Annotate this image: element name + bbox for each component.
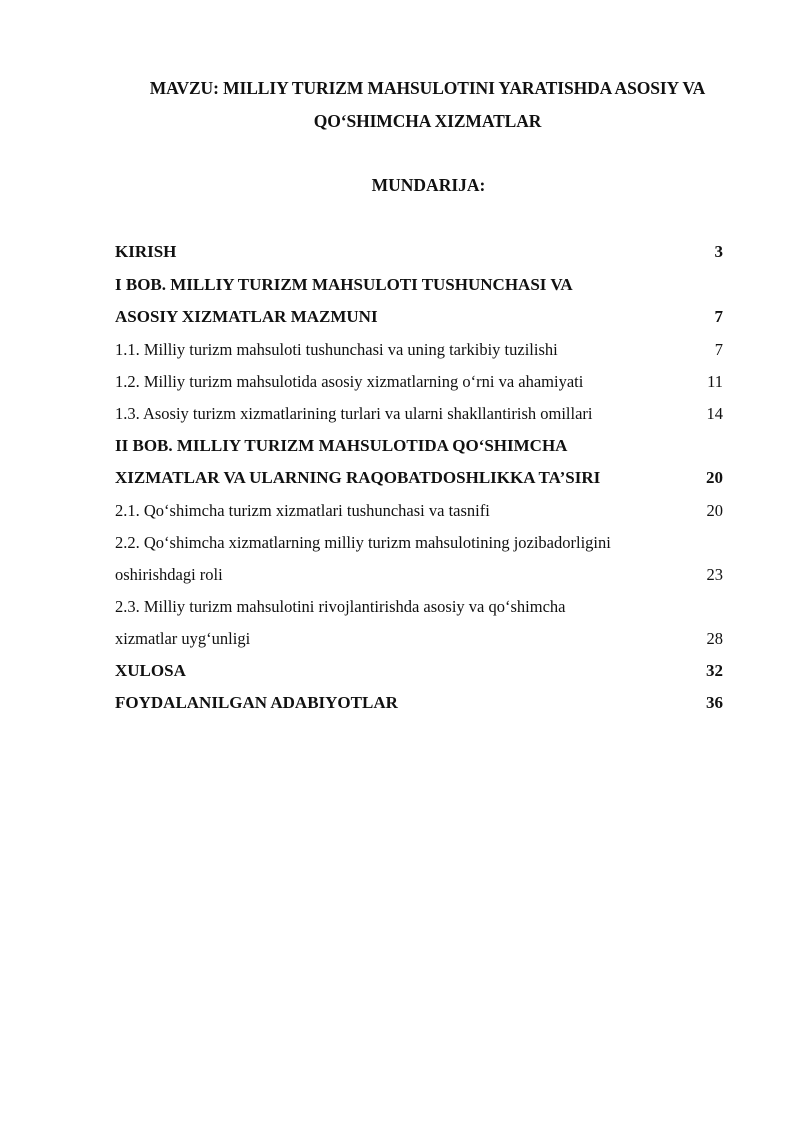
- toc-entry-title: XULOSA: [115, 660, 186, 680]
- document-title: MAVZU: MILLIY TURIZM MAHSULOTINI YARATISHDA ASOSIY VA QO‘SHIMCHA XIZMATLAR: [149, 78, 706, 131]
- toc-page-number: 7: [714, 307, 723, 326]
- toc-entry-section-2-3[interactable]: [115, 591, 723, 655]
- toc-entry-title-line-1: 2.3. Milliy turizm mahsulotini rivojlantirishda asosiy va qo‘shimcha: [115, 596, 566, 616]
- toc-entry-introduction[interactable]: [115, 236, 723, 269]
- toc-page-number: 11: [707, 371, 723, 391]
- toc-page-number: 3: [714, 242, 723, 261]
- toc-entry-title: KIRISH: [115, 242, 177, 261]
- contents-heading: MUNDARIJA:: [371, 175, 486, 195]
- toc-entry-title: 1.2. Milliy turizm mahsulotida asosiy xizmatlarning o‘rni va ahamiyati: [115, 371, 584, 391]
- toc-entry-section-1-3[interactable]: [115, 398, 723, 430]
- toc-page-number: 36: [706, 693, 723, 712]
- toc-entry-title-line-2: oshirishdagi roli: [115, 564, 223, 584]
- toc-entry-title-line-1: II BOB. MILLIY TURIZM MAHSULOTIDA QO‘SHIMCHA: [115, 435, 568, 455]
- toc-page-number: 32: [706, 660, 723, 680]
- toc-page-number: 7: [714, 339, 723, 359]
- toc-entry-chapter-1[interactable]: [115, 269, 723, 334]
- table-of-contents: [115, 236, 723, 720]
- toc-entry-title-line-2: ASOSIY XIZMATLAR MAZMUNI: [115, 307, 378, 326]
- toc-entry-section-2-2[interactable]: [115, 527, 723, 591]
- toc-entry-title: FOYDALANILGAN ADABIYOTLAR: [115, 693, 398, 712]
- toc-page-number: 20: [706, 500, 723, 520]
- toc-entry-section-1-2[interactable]: [115, 366, 723, 398]
- toc-page-number: 28: [706, 628, 723, 648]
- toc-entry-references[interactable]: [115, 687, 723, 720]
- toc-entry-title: 1.1. Milliy turizm mahsuloti tushunchasi va uning tarkibiy tuzilishi: [115, 339, 558, 359]
- toc-entry-title-line-2: XIZMATLAR VA ULARNING RAQOBATDOSHLIKKA TA’SIRI: [115, 468, 601, 487]
- toc-entry-section-1-1[interactable]: [115, 334, 723, 366]
- toc-entry-chapter-2[interactable]: [115, 430, 723, 495]
- toc-page-number: 20: [706, 468, 723, 487]
- toc-page-number: 23: [706, 564, 723, 584]
- toc-entry-title: 1.3. Asosiy turizm xizmatlarining turlari va ularni shakllantirish omillari: [115, 403, 593, 423]
- toc-entry-title-line-1: I BOB. MILLIY TURIZM MAHSULOTI TUSHUNCHASI VA: [115, 274, 573, 294]
- toc-page-number: 14: [706, 403, 723, 423]
- toc-entry-title-line-2: xizmatlar uyg‘unligi: [115, 628, 251, 648]
- toc-entry-conclusion[interactable]: [115, 655, 723, 688]
- toc-entry-title: 2.1. Qo‘shimcha turizm xizmatlari tushunchasi va tasnifi: [115, 500, 490, 520]
- toc-entry-title-line-1: 2.2. Qo‘shimcha xizmatlarning milliy turizm mahsulotining jozibadorligini: [115, 532, 611, 552]
- toc-entry-section-2-1[interactable]: [115, 495, 723, 527]
